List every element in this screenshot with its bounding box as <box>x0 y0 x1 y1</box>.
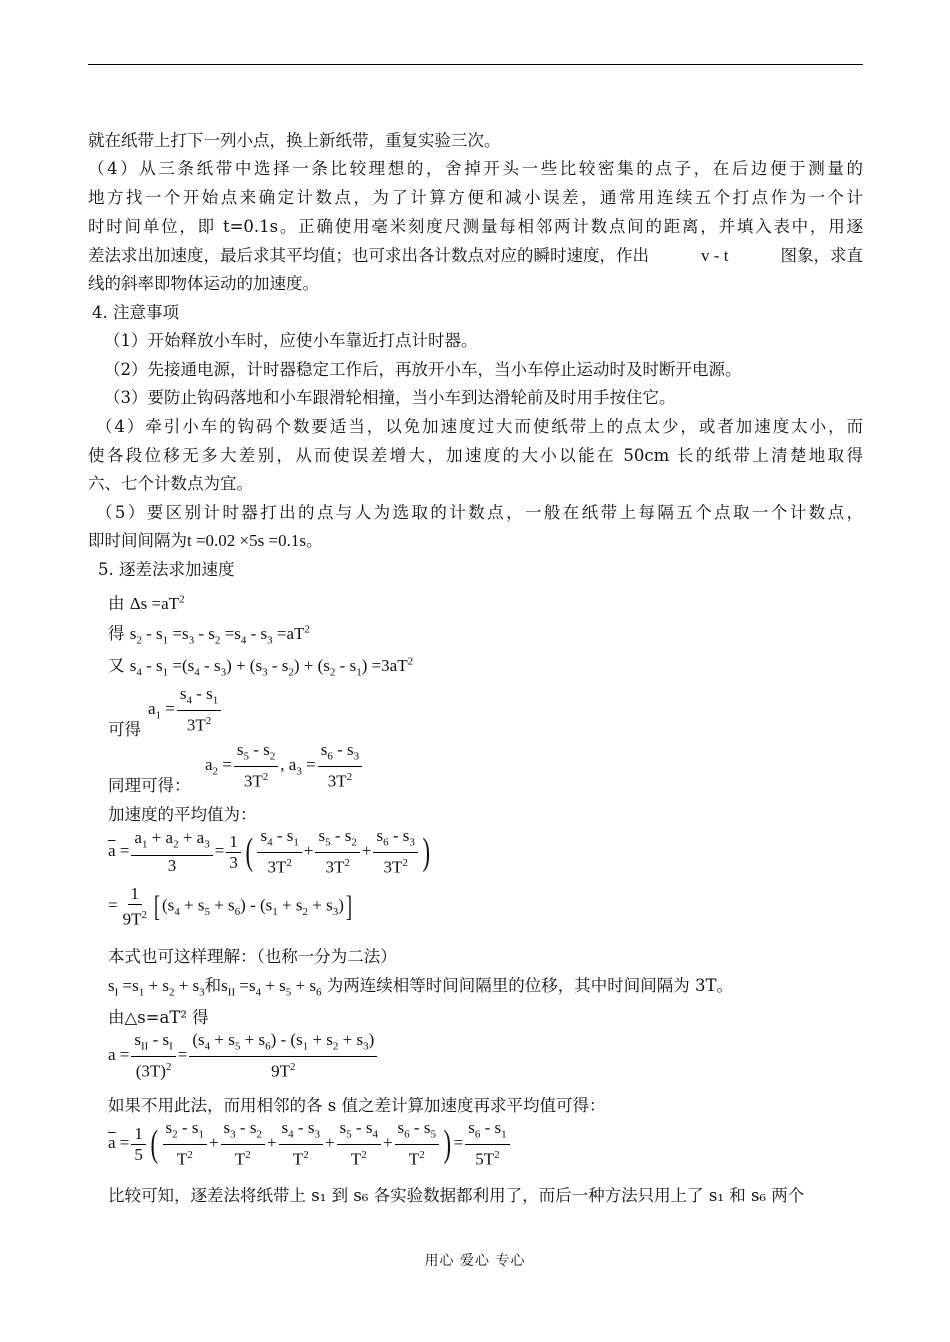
text-label: 加速度的平均值为： <box>108 805 257 824</box>
formula-line <box>108 972 733 998</box>
note-item: （1）开始释放小车时，应使小车靠近打点计时器。 <box>104 331 478 350</box>
text-line: 时时间单位，即 t=0.1s。正确使用毫米刻度尺测量每相邻两计数点间的距离，并填入表中，用逐 <box>88 217 863 236</box>
text-line: 就在纸带上打下一列小点，换上新纸带，重复实验三次。 <box>88 131 501 150</box>
note-item: （5）要区别计时器打出的点与人为选取的计数点，一般在纸带上每隔五个点取一个计数点， <box>96 503 863 522</box>
text-span: 图象，求直 <box>780 246 863 265</box>
text-line: 地方找一个开始点来确定计数点，为了计算方便和减小误差，通常用连续五个打点作为一个计 <box>88 188 863 207</box>
header-rule <box>88 64 863 65</box>
formula: $\overline{a}$ = $\frac{1}{5}$ ( $\frac{s_2 - s_1}{T^2}$ + $\frac{s_3 - s_2}{T^2}$ + $\frac{s_4 - s_3}{T^2}$ + $\frac{s_5 - s_4}{T^2}$ + $\frac{s_6 - s_5}{T^2}$ ) = $\frac{s_6 - s_1}{5T^2}$ <box>108 1118 512 1170</box>
formula: = $\frac{1}{9T^2}$ [ $(s_4 + s_5 + s_6) - (s_1 + s_2 + s_3)$] <box>108 884 352 929</box>
text-span: 。 <box>305 531 323 550</box>
note-item: （2）先接通电源，计时器稳定工作后，再放开小车，当小车停止运动时及时断开电源。 <box>104 360 742 379</box>
text-label: 如果不用此法，而用相邻的各 s 值之差计算加速度再求平均值可得： <box>108 1096 606 1115</box>
text-line <box>88 245 863 267</box>
formula: $a_1$ = $\frac{s_4 - s_1}{3T^2}$ <box>148 684 223 736</box>
text-line: （4）从三条纸带中选择一条比较理想的，舍掉开头一些比较密集的点子，在后边便于测量的 <box>88 159 863 178</box>
formula-line <box>108 652 413 678</box>
note-item <box>88 530 863 552</box>
formula: $s_2 - s_1 =s_3 - s_2 =s_4 - s_3 =aT^2$ <box>129 623 310 647</box>
formula: a = $\frac{s_{II} - s_I}{(3T)^2}$ = $\frac{(s_4 + s_5 + s_6) - (s_1 + s_2 + s_3)}{9T^2}$ <box>108 1030 379 1082</box>
formula: $s_4 - s_1 =(s_4 - s_3) + (s_3 - s_2) + (s_2 - s_1) =3aT^2$ <box>129 655 414 679</box>
footer: 用心 爱心 专心 <box>424 1253 526 1269</box>
vt-formula: v - t <box>701 246 729 265</box>
text-label: 可得 <box>108 720 141 739</box>
text-span: 又 <box>108 656 125 675</box>
text-span: 由 <box>108 594 125 613</box>
note-item: （3）要防止钩码落地和小车跟滑轮相撞，当小车到达滑轮前及时用手按住它。 <box>104 388 676 407</box>
text-line: 比较可知，逐差法将纸带上 s₁ 到 s₆ 各实验数据都利用了，而后一种方法只用上了 s₁ 和 s₆ 两个 <box>108 1186 805 1205</box>
note-item: 六、七个计数点为宜。 <box>88 474 253 493</box>
formula-line <box>108 620 310 646</box>
formula: $\overline{a}$ = $\frac{a_1 + a_2 + a_3}{3}$ = $\frac{1}{3}$ ( $\frac{s_4 - s_1}{3T^2}$ + $\frac{s_5 - s_2}{3T^2}$ + $\frac{s_6 - s_3}{3T^2}$ ) <box>108 826 430 878</box>
text-span: 即时间间隔为 <box>88 531 187 550</box>
formula: $s_{II} =s_4 + s_5 + s_6$ <box>221 976 322 999</box>
text-span: 为两连续相等时间间隔里的位移，其中时间间隔为 3T。 <box>326 976 733 995</box>
text-span: 和 <box>204 976 222 995</box>
note-item: （4）牵引小车的钩码个数要适当，以免加速度过大而使纸带上的点太少，或者加速度太小，而 <box>96 417 863 436</box>
section-heading: 4. 注意事项 <box>92 303 179 322</box>
text-label: 本式也可这样理解：（也称一分为二法） <box>108 947 397 966</box>
text-span: 差法求出加速度，最后求其平均值；也可求出各计数点对应的瞬时速度，作出 <box>88 246 649 265</box>
note-item: 使各段位移无多大差别，从而使误差增大，加速度的大小以能在 50cm 长的纸带上清楚地取得 <box>88 446 863 465</box>
time-formula: t =0.02 ×5s =0.1s <box>187 531 306 550</box>
text-label: 同理可得： <box>108 776 191 795</box>
text-line: 线的斜率即物体运动的加速度。 <box>88 274 319 293</box>
text-span: 得 <box>108 624 125 643</box>
formula: $s_I =s_1 + s_2 + s_3$ <box>108 976 205 999</box>
formula: $a_2$ = $\frac{s_5 - s_2}{3T^2}$ , $a_3$ = $\frac{s_6 - s_3}{3T^2}$ <box>205 740 364 792</box>
formula-line <box>108 590 185 614</box>
text-label: 由△s=aT² 得 <box>108 1008 209 1027</box>
section-heading: 5. 逐差法求加速度 <box>98 560 235 579</box>
formula: $\Delta s =aT^2$ <box>129 593 185 613</box>
